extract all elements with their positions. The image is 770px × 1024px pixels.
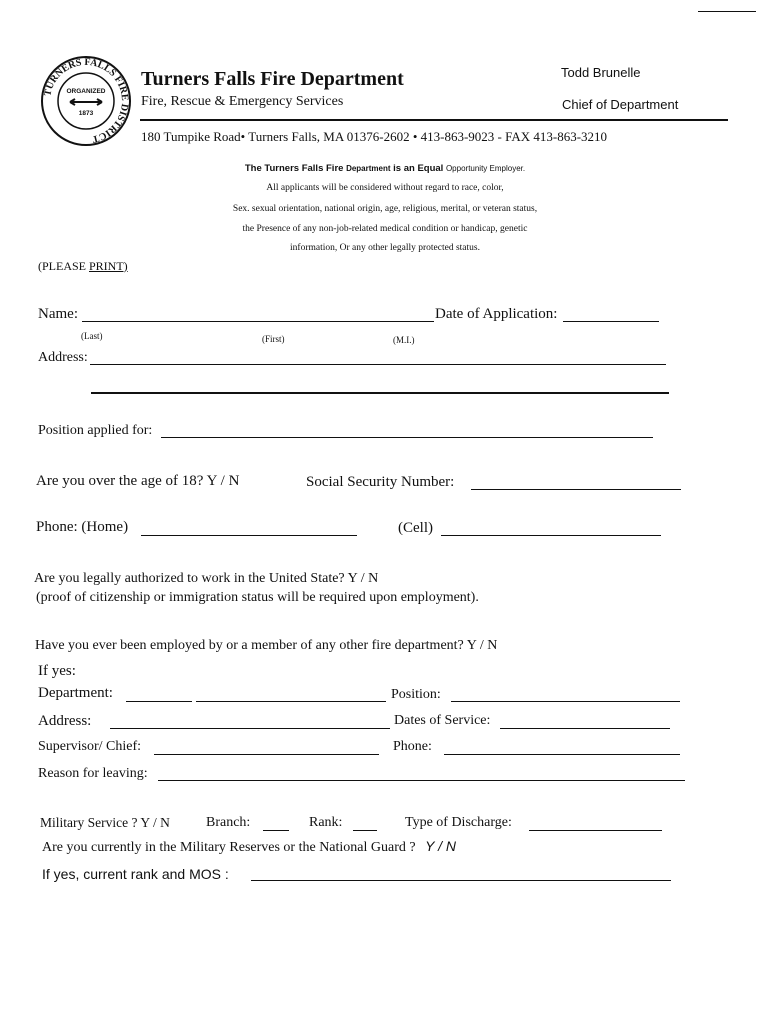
eeo-line-1-a: The Turners Falls Fire bbox=[244, 163, 344, 174]
name-label: Name: bbox=[38, 306, 78, 322]
home-phone-label: Phone: (Home) bbox=[36, 519, 129, 535]
prior-department-field-b[interactable] bbox=[196, 701, 386, 702]
please-print-b: PRINT) bbox=[89, 259, 128, 273]
prior-position-label: Position: bbox=[391, 687, 441, 702]
eeo-line-1-c: is an Equal bbox=[393, 163, 444, 174]
current-rank-mos-field[interactable] bbox=[251, 880, 671, 881]
prior-phone-field[interactable] bbox=[444, 754, 680, 755]
prior-department-field-a[interactable] bbox=[126, 701, 192, 702]
eeo-line-1-d: Opportunity Employer. bbox=[445, 164, 526, 173]
type-of-discharge-label: Type of Discharge: bbox=[405, 815, 512, 830]
org-subtitle: Fire, Rescue & Emergency Services bbox=[141, 94, 344, 109]
current-rank-mos-label: If yes, current rank and MOS : bbox=[42, 866, 229, 882]
cell-phone-label: (Cell) bbox=[398, 520, 433, 536]
eeo-line-2: All applicants will be considered without regard to race, color, bbox=[266, 183, 504, 193]
reason-for-leaving-label: Reason for leaving: bbox=[38, 766, 148, 781]
org-name: Turners Falls Fire Department bbox=[141, 68, 404, 90]
if-yes-label: If yes: bbox=[38, 663, 76, 679]
other-fire-department-question: Have you ever been employed by or a member of any other fire department? Y / N bbox=[35, 638, 498, 653]
home-phone-field[interactable] bbox=[141, 535, 357, 536]
prior-phone-label: Phone: bbox=[393, 739, 432, 754]
type-of-discharge-field[interactable] bbox=[529, 830, 662, 831]
work-authorization-question: Are you legally authorized to work in the United State? Y / N bbox=[34, 571, 379, 586]
prior-position-field[interactable] bbox=[451, 701, 680, 702]
eeo-line-3: Sex. sexual orientation, national origin, age, religious, merital, or veteran status, bbox=[232, 204, 538, 214]
chief-title: Chief of Department bbox=[562, 97, 679, 112]
prior-address-label: Address: bbox=[38, 713, 92, 729]
supervisor-chief-field[interactable] bbox=[154, 754, 379, 755]
top-corner-rule bbox=[698, 11, 756, 12]
reserves-question-text: Are you currently in the Military Reserves or the National Guard ? bbox=[42, 840, 416, 855]
last-name-caption: (Last) bbox=[81, 331, 103, 341]
rank-label: Rank: bbox=[309, 815, 343, 830]
prior-address-field[interactable] bbox=[110, 728, 390, 729]
address-field-2[interactable] bbox=[91, 392, 669, 394]
eeo-line-1-b: Department bbox=[346, 164, 391, 173]
address-field-1[interactable] bbox=[90, 364, 666, 365]
prior-department-label: Department: bbox=[38, 685, 113, 701]
reserves-question bbox=[42, 838, 456, 856]
reason-for-leaving-field[interactable] bbox=[158, 780, 685, 781]
dates-of-service-label: Dates of Service: bbox=[394, 713, 491, 728]
department-address-line: 180 Tumpike Road• Turners Falls, MA 01376-2602 • 413-863-9023 - FAX 413-863-3210 bbox=[141, 129, 608, 144]
rank-field[interactable] bbox=[353, 830, 377, 831]
branch-label: Branch: bbox=[206, 815, 251, 830]
please-print-a: (PLEASE bbox=[38, 259, 86, 273]
fire-district-seal-icon bbox=[40, 55, 132, 147]
ssn-label: Social Security Number: bbox=[306, 474, 455, 490]
chief-name: Todd Brunelle bbox=[561, 65, 641, 80]
seal-ring-text: TURNERS FALLS FIRE DISTRICT bbox=[42, 56, 131, 145]
date-of-application-label: Date of Application: bbox=[435, 306, 558, 322]
reserves-yes-no: Y / N bbox=[425, 838, 456, 854]
middle-initial-caption: (M.I.) bbox=[393, 335, 415, 345]
over-18-question: Are you over the age of 18? Y / N bbox=[36, 473, 240, 489]
military-service-question: Military Service ? Y / N bbox=[40, 815, 170, 830]
eeo-line-4: the Presence of any non-job-related medical condition or handicap, genetic bbox=[242, 224, 528, 234]
dates-of-service-field[interactable] bbox=[500, 728, 670, 729]
position-applied-label: Position applied for: bbox=[38, 423, 153, 438]
position-applied-field[interactable] bbox=[161, 437, 653, 438]
branch-field[interactable] bbox=[263, 830, 289, 831]
proof-of-citizenship-note: (proof of citizenship or immigration status will be required upon employment). bbox=[36, 590, 479, 605]
eeo-line-5: information, Or any other legally protected status. bbox=[290, 243, 480, 253]
cell-phone-field[interactable] bbox=[441, 535, 661, 536]
seal-organized-text: ORGANIZED bbox=[66, 88, 106, 95]
seal-year-text: 1873 bbox=[78, 110, 94, 117]
supervisor-chief-label: Supervisor/ Chief: bbox=[38, 739, 142, 754]
eeo-line-1 bbox=[0, 163, 770, 174]
first-name-caption: (First) bbox=[262, 334, 285, 344]
address-label: Address: bbox=[38, 350, 88, 365]
ssn-field[interactable] bbox=[471, 489, 681, 490]
name-field[interactable] bbox=[82, 321, 434, 322]
header-rule bbox=[140, 119, 728, 121]
please-print-note bbox=[38, 259, 128, 274]
date-of-application-field[interactable] bbox=[563, 321, 659, 322]
